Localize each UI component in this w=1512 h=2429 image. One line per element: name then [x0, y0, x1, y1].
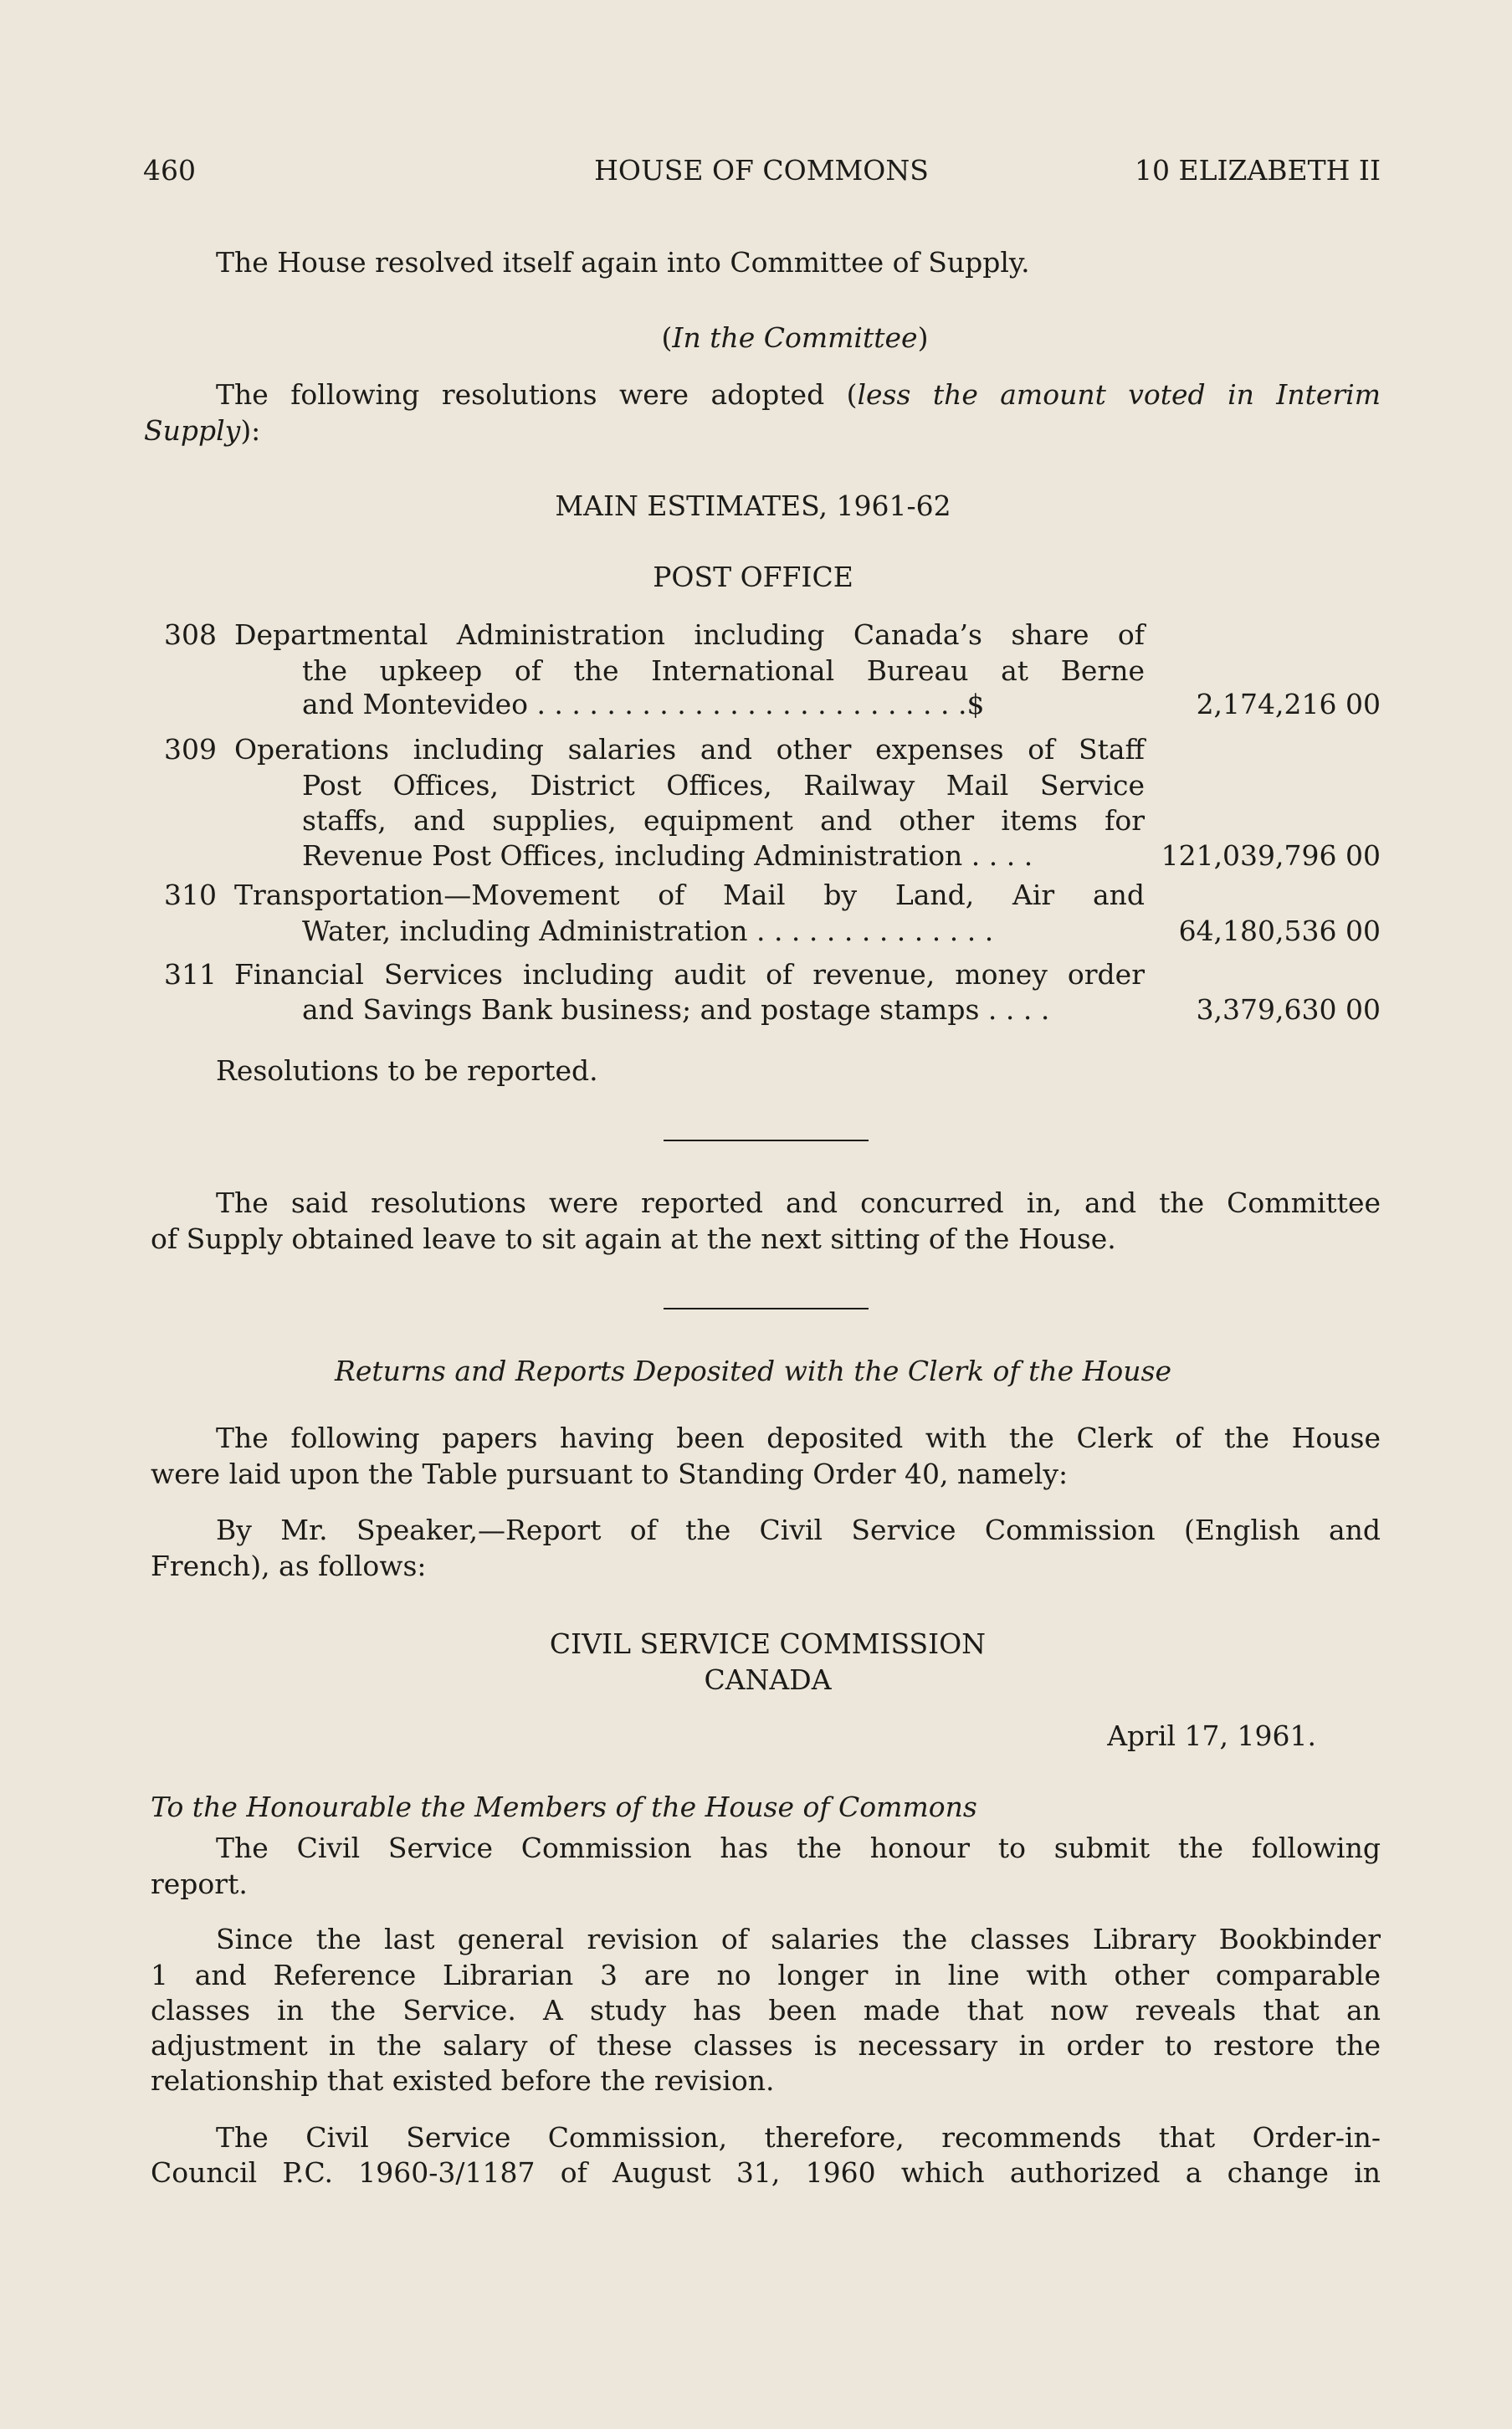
divider — [664, 1308, 869, 1309]
item-line: Operations including salaries and other expenses of Staff — [234, 733, 1145, 766]
commission-para-2-line-4: adjustment in the salary of these classes is necessary in order to restore the — [151, 2029, 1381, 2062]
commission-subheading: CANADA — [704, 1663, 832, 1696]
commission-date: April 17, 1961. — [1107, 1719, 1316, 1752]
commission-para-1-line-2: report. — [151, 1868, 248, 1900]
commission-heading: CIVIL SERVICE COMMISSION — [549, 1627, 987, 1660]
adopted-line-2: Supply): — [144, 414, 261, 447]
commission-para-2-line-2: 1 and Reference Librarian 3 are no longer in line with other comparable — [151, 1959, 1381, 1991]
department-heading: POST OFFICE — [653, 561, 853, 593]
regnal-year: 10 ELIZABETH II — [1135, 154, 1381, 187]
item-line: Departmental Administration including Canada’s share of — [234, 618, 1145, 651]
salutation: To the Honourable the Members of the House of Commons — [151, 1791, 977, 1823]
returns-para-2-line-2: French), as follows: — [151, 1550, 427, 1582]
item-line: Transportation—Movement of Mail by Land, Air and — [234, 879, 1145, 911]
returns-para-1-line-2: were laid upon the Table pursuant to Standing Order 40, namely: — [151, 1458, 1069, 1490]
commission-para-2-line-5: relationship that existed before the revision. — [151, 2064, 775, 2097]
page-number: 460 — [143, 154, 196, 187]
commission-para-2-line-3: classes in the Service. A study has been made that now reveals that an — [151, 1994, 1381, 2027]
committee-note: (In the Committee) — [661, 321, 929, 354]
returns-para-1-line-1: The following papers having been deposited with the Clerk of the House — [216, 1422, 1381, 1454]
commission-para-3-line-2: Council P.C. 1960-3/1187 of August 31, 1960 which authorized a change in — [151, 2156, 1381, 2189]
item-line: Revenue Post Offices, including Administration . . . . — [302, 839, 1033, 872]
item-line: Financial Services including audit of revenue, money order — [234, 958, 1145, 991]
item-number: 308 — [164, 618, 217, 651]
divider — [664, 1140, 869, 1141]
item-amount: 121,039,796 00 — [1161, 839, 1381, 872]
item-number: 311 — [164, 958, 217, 991]
resolutions-reported: Resolutions to be reported. — [216, 1054, 598, 1087]
item-line: and Montevideo . . . . . . . . . . . . . . . . . . . . . . . . .$ — [302, 688, 985, 720]
returns-heading: Returns and Reports Deposited with the Clerk of the House — [335, 1355, 1171, 1387]
item-amount: 3,379,630 00 — [1196, 993, 1381, 1026]
item-line: Water, including Administration . . . . . . . . . . . . . . — [302, 915, 994, 947]
running-title: HOUSE OF COMMONS — [594, 154, 929, 187]
returns-para-2-line-1: By Mr. Speaker,—Report of the Civil Service Commission (English and — [216, 1514, 1381, 1546]
item-number: 310 — [164, 879, 217, 911]
item-line: and Savings Bank business; and postage stamps . . . . — [302, 993, 1050, 1026]
item-line: Post Offices, District Offices, Railway Mail Service — [302, 769, 1145, 802]
commission-para-1-line-1: The Civil Service Commission has the honour to submit the following — [216, 1832, 1381, 1864]
commission-para-2-line-1: Since the last general revision of salaries the classes Library Bookbinder — [216, 1923, 1381, 1955]
item-amount: 2,174,216 00 — [1196, 688, 1381, 720]
resolved-line: The House resolved itself again into Committee of Supply. — [216, 246, 1030, 279]
item-line: staffs, and supplies, equipment and other items for — [302, 804, 1145, 837]
adopted-line-1: The following resolutions were adopted (less the amount voted in Interim — [216, 378, 1381, 411]
concurred-line-1: The said resolutions were reported and concurred in, and the Committee — [216, 1186, 1381, 1219]
concurred-line-2: of Supply obtained leave to sit again at the next sitting of the House. — [151, 1222, 1116, 1255]
item-line: the upkeep of the International Bureau at Berne — [302, 654, 1145, 687]
commission-para-3-line-1: The Civil Service Commission, therefore, recommends that Order-in- — [216, 2121, 1381, 2154]
estimates-heading: MAIN ESTIMATES, 1961-62 — [555, 489, 951, 522]
item-amount: 64,180,536 00 — [1178, 915, 1381, 947]
item-number: 309 — [164, 733, 217, 766]
